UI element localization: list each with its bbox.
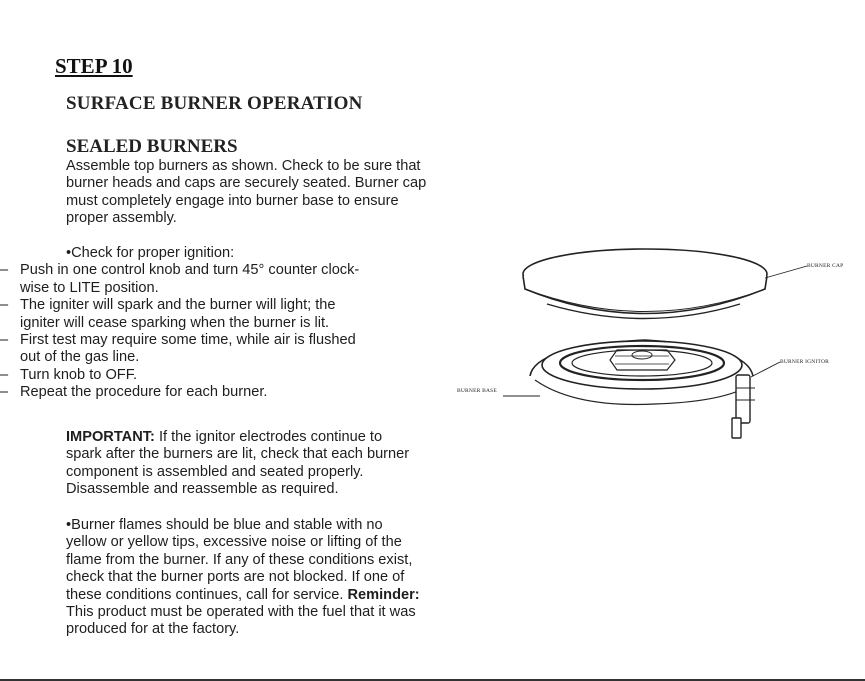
text-line: flame from the burner. If any of these conditions exist,: [66, 551, 413, 568]
important-label: IMPORTANT:: [66, 429, 155, 445]
text-line: The igniter will spark and the burner will light; the: [20, 297, 336, 314]
reminder-label: Reminder:: [347, 586, 420, 603]
text-line: Turn knob to OFF.: [20, 366, 138, 383]
text-line: [66, 429, 446, 446]
text-line: [66, 517, 456, 534]
intro-paragraph: [66, 158, 466, 228]
step-title: STEP 10: [55, 54, 133, 78]
text-line: First test may require some time, while air is flushed: [20, 332, 356, 349]
checklist-heading: [66, 245, 456, 262]
burner-base-label: BURNER BASE: [457, 388, 497, 394]
text-span: these conditions continues, call for service.: [66, 586, 348, 603]
section-title: SURFACE BURNER OPERATION: [66, 93, 363, 114]
text-line: Disassemble and reassemble as required.: [66, 481, 339, 498]
important-first-line: If the ignitor electrodes continue to: [154, 429, 383, 445]
list-item: [0, 384, 456, 401]
burner-cap: [523, 249, 767, 319]
text-line: This product must be operated with the fuel that it was: [66, 604, 416, 621]
text-line: Push in one control knob and turn 45° counter clock-: [20, 262, 360, 279]
dash-icon: –: [0, 262, 9, 279]
text-line: spark after the burners are lit, check that each burner: [66, 446, 410, 463]
dash-icon: –: [0, 297, 9, 314]
text-line: burner heads and caps are securely seated. Burner cap: [66, 175, 427, 192]
burner-ignitor-label: BURNER IGNITOR: [780, 359, 829, 365]
text-line: [66, 587, 456, 604]
list-item: [0, 367, 456, 384]
text-line: component is assembled and seated properly.: [66, 463, 364, 480]
ignition-checklist: [0, 245, 456, 402]
text-span: Burner flames should be blue and stable with no: [71, 517, 383, 533]
text-line: must completely engage into burner base to ensure: [66, 192, 399, 209]
burner-assembly-diagram: [455, 238, 865, 458]
text-line: Repeat the procedure for each burner.: [20, 384, 268, 401]
subsection-title: SEALED BURNERS: [66, 136, 238, 157]
burner-cap-label: BURNER CAP: [807, 263, 844, 269]
dash-icon: –: [0, 366, 9, 383]
text-line: yellow or yellow tips, excessive noise or lifting of the: [66, 534, 402, 551]
text-line: igniter will cease sparking when the burner is lit.: [20, 314, 330, 331]
text-line: proper assembly.: [66, 210, 177, 227]
bullet-icon: •: [66, 517, 72, 533]
dash-icon: –: [0, 384, 9, 401]
list-item: [0, 297, 456, 332]
checklist-heading-text: Check for proper ignition:: [71, 245, 235, 261]
text-line: wise to LITE position.: [20, 279, 159, 296]
text-line: check that the burner ports are not blocked. If one of: [66, 569, 405, 586]
dash-icon: –: [0, 332, 9, 349]
bullet-icon: •: [66, 245, 72, 261]
burner-base: [530, 340, 753, 405]
important-note: [66, 429, 446, 499]
text-line: out of the gas line.: [20, 349, 140, 366]
text-line: produced for at the factory.: [66, 621, 240, 638]
list-item: [0, 332, 456, 367]
flame-check-paragraph: [66, 517, 456, 639]
text-line: Assemble top burners as shown. Check to be sure that: [66, 158, 421, 174]
list-item: [0, 262, 456, 297]
burner-ignitor: [732, 375, 755, 438]
